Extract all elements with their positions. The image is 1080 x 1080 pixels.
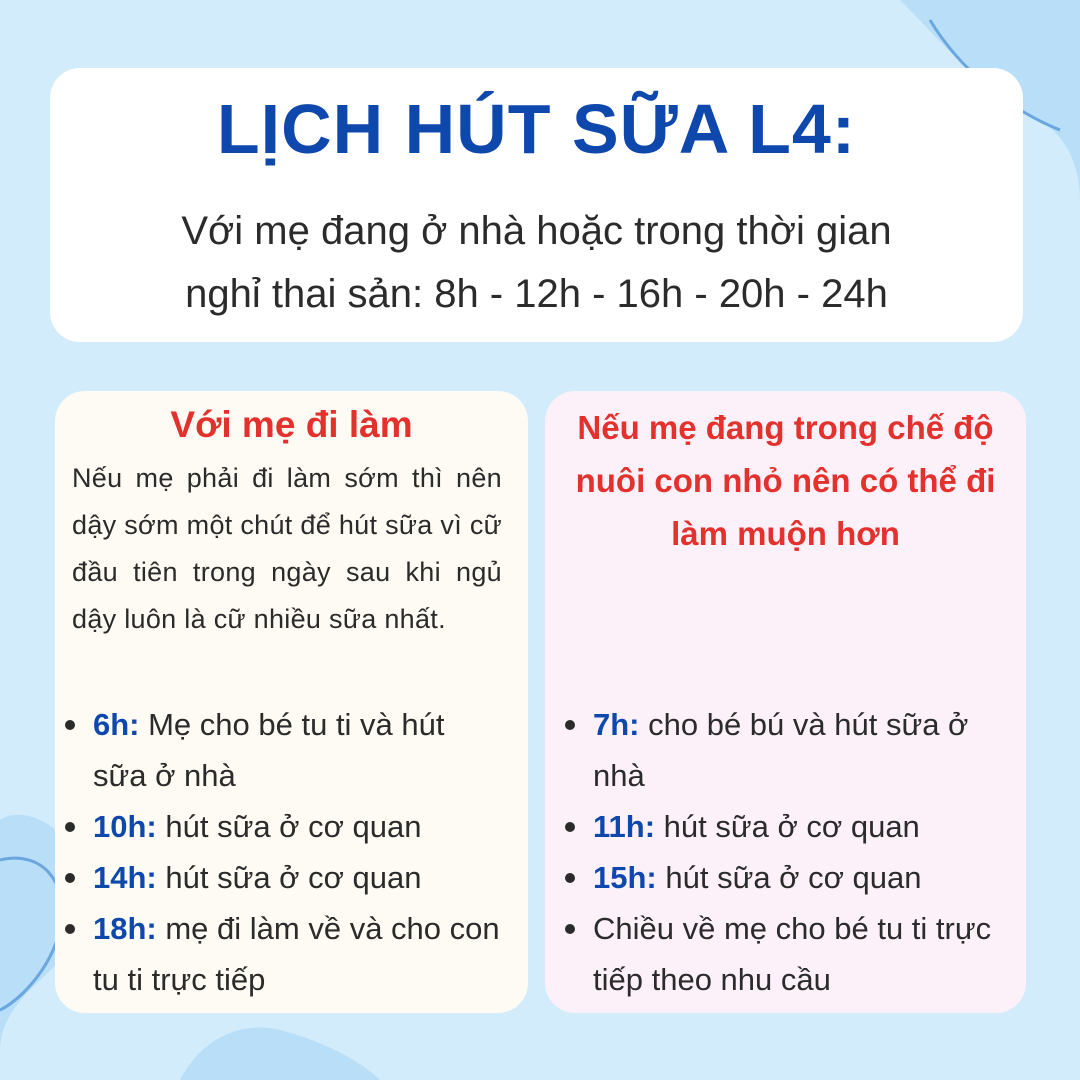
subtitle	[90, 200, 983, 326]
schedule-item	[565, 852, 996, 903]
schedule-text: mẹ đi làm về và cho con tu ti trực tiếp	[93, 911, 500, 997]
schedule-item	[65, 801, 502, 852]
subtitle-line-2: nghỉ thai sản: 8h - 12h - 16h - 20h - 24h	[185, 272, 888, 316]
schedule-item	[565, 699, 996, 801]
schedule-time: 10h:	[93, 809, 157, 844]
schedule-text: Chiều về mẹ cho bé tu ti trực tiếp theo nhu cầu	[593, 911, 992, 997]
late-start-mom-card	[545, 391, 1026, 1013]
working-mom-heading: Với mẹ đi làm	[170, 404, 413, 445]
working-mom-card	[55, 391, 528, 1013]
schedule-item	[565, 903, 996, 1005]
schedule-time: 7h:	[593, 707, 640, 742]
schedule-time: 15h:	[593, 860, 657, 895]
schedule-text: Mẹ cho bé tu ti và hút sữa ở nhà	[93, 707, 445, 793]
subtitle-line-1: Với mẹ đang ở nhà hoặc trong thời gian	[181, 209, 892, 253]
schedule-text: hút sữa ở cơ quan	[656, 860, 922, 895]
working-mom-schedule	[65, 699, 502, 1005]
schedule-text: hút sữa ở cơ quan	[156, 809, 422, 844]
schedule-item	[65, 852, 502, 903]
schedule-time: 18h:	[93, 911, 157, 946]
schedule-item	[565, 801, 996, 852]
schedule-time: 14h:	[93, 860, 157, 895]
late-start-mom-schedule	[565, 699, 996, 1005]
schedule-item	[65, 903, 502, 1005]
schedule-item	[65, 699, 502, 801]
schedule-text: cho bé bú và hút sữa ở nhà	[593, 707, 969, 793]
schedule-text: hút sữa ở cơ quan	[156, 860, 422, 895]
working-mom-intro: Nếu mẹ phải đi làm sớm thì nên dậy sớm một chút để hút sữa vì cữ đầu tiên trong ngày sau khi ngủ dậy luôn là cữ nhiều sữa nhất.	[72, 463, 502, 634]
title-card	[50, 68, 1023, 342]
schedule-time: 6h:	[93, 707, 140, 742]
late-start-mom-heading: Nếu mẹ đang trong chế độ nuôi con nhỏ nên có thể đi làm muộn hơn	[575, 409, 996, 552]
schedule-time: 11h:	[593, 809, 656, 844]
schedule-text: hút sữa ở cơ quan	[655, 809, 920, 844]
page-title: LỊCH HÚT SỮA L4:	[216, 90, 857, 168]
